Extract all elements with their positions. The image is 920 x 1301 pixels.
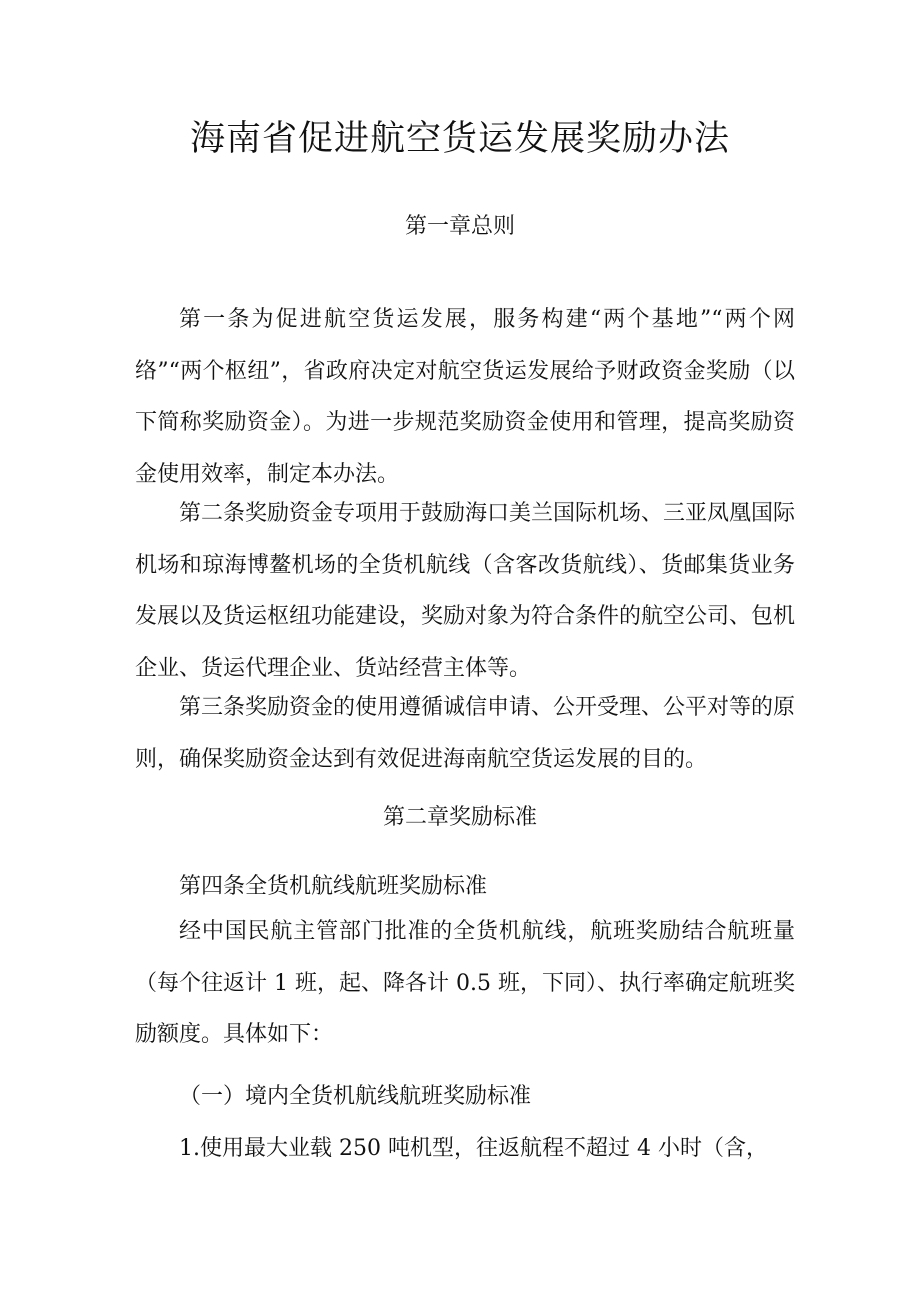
article-4-body: 经中国民航主管部门批准的全货机航线，航班奖励结合航班量（每个往返计 1 班，起、降各计 0.5 班，下同）、执行率确定航班奖励额度。具体如下： — [135, 919, 795, 1047]
chapter-2-heading: 第二章奖励标准 — [382, 805, 537, 830]
section-1-heading: （一）境内全货机航线航班奖励标准 — [179, 1084, 532, 1109]
chapter-1-heading: 第一章总则 — [404, 214, 515, 239]
document-title: 海南省促进航空货运发展奖励办法 — [189, 119, 730, 159]
article-2: 第二条奖励资金专项用于鼓励海口美兰国际机场、三亚凤凰国际机场和琼海博鳌机场的全货机航线（含客改货航线）、货邮集货业务发展以及货运枢纽功能建设，奖励对象为符合条件的航空公司、包机企业、货运代理企业、货站经营主体等。 — [135, 501, 796, 681]
article-1: 第一条为促进航空货运发展，服务构建“两个基地”“两个网络”“两个枢纽”，省政府决定对航空货运发展给予财政资金奖励（以下简称奖励资金）。为进一步规范奖励资金使用和管理，提高奖励资金使用效率，制定本办法。 — [135, 307, 795, 487]
item-1: 1.使用最大业载 250 吨机型，往返航程不超过 4 小时（含， — [179, 1136, 768, 1161]
article-4-heading: 第四条全货机航线航班奖励标准 — [179, 874, 488, 899]
article-3: 第三条奖励资金的使用遵循诚信申请、公开受理、公平对等的原则，确保奖励资金达到有效促进海南航空货运发展的目的。 — [135, 695, 796, 772]
